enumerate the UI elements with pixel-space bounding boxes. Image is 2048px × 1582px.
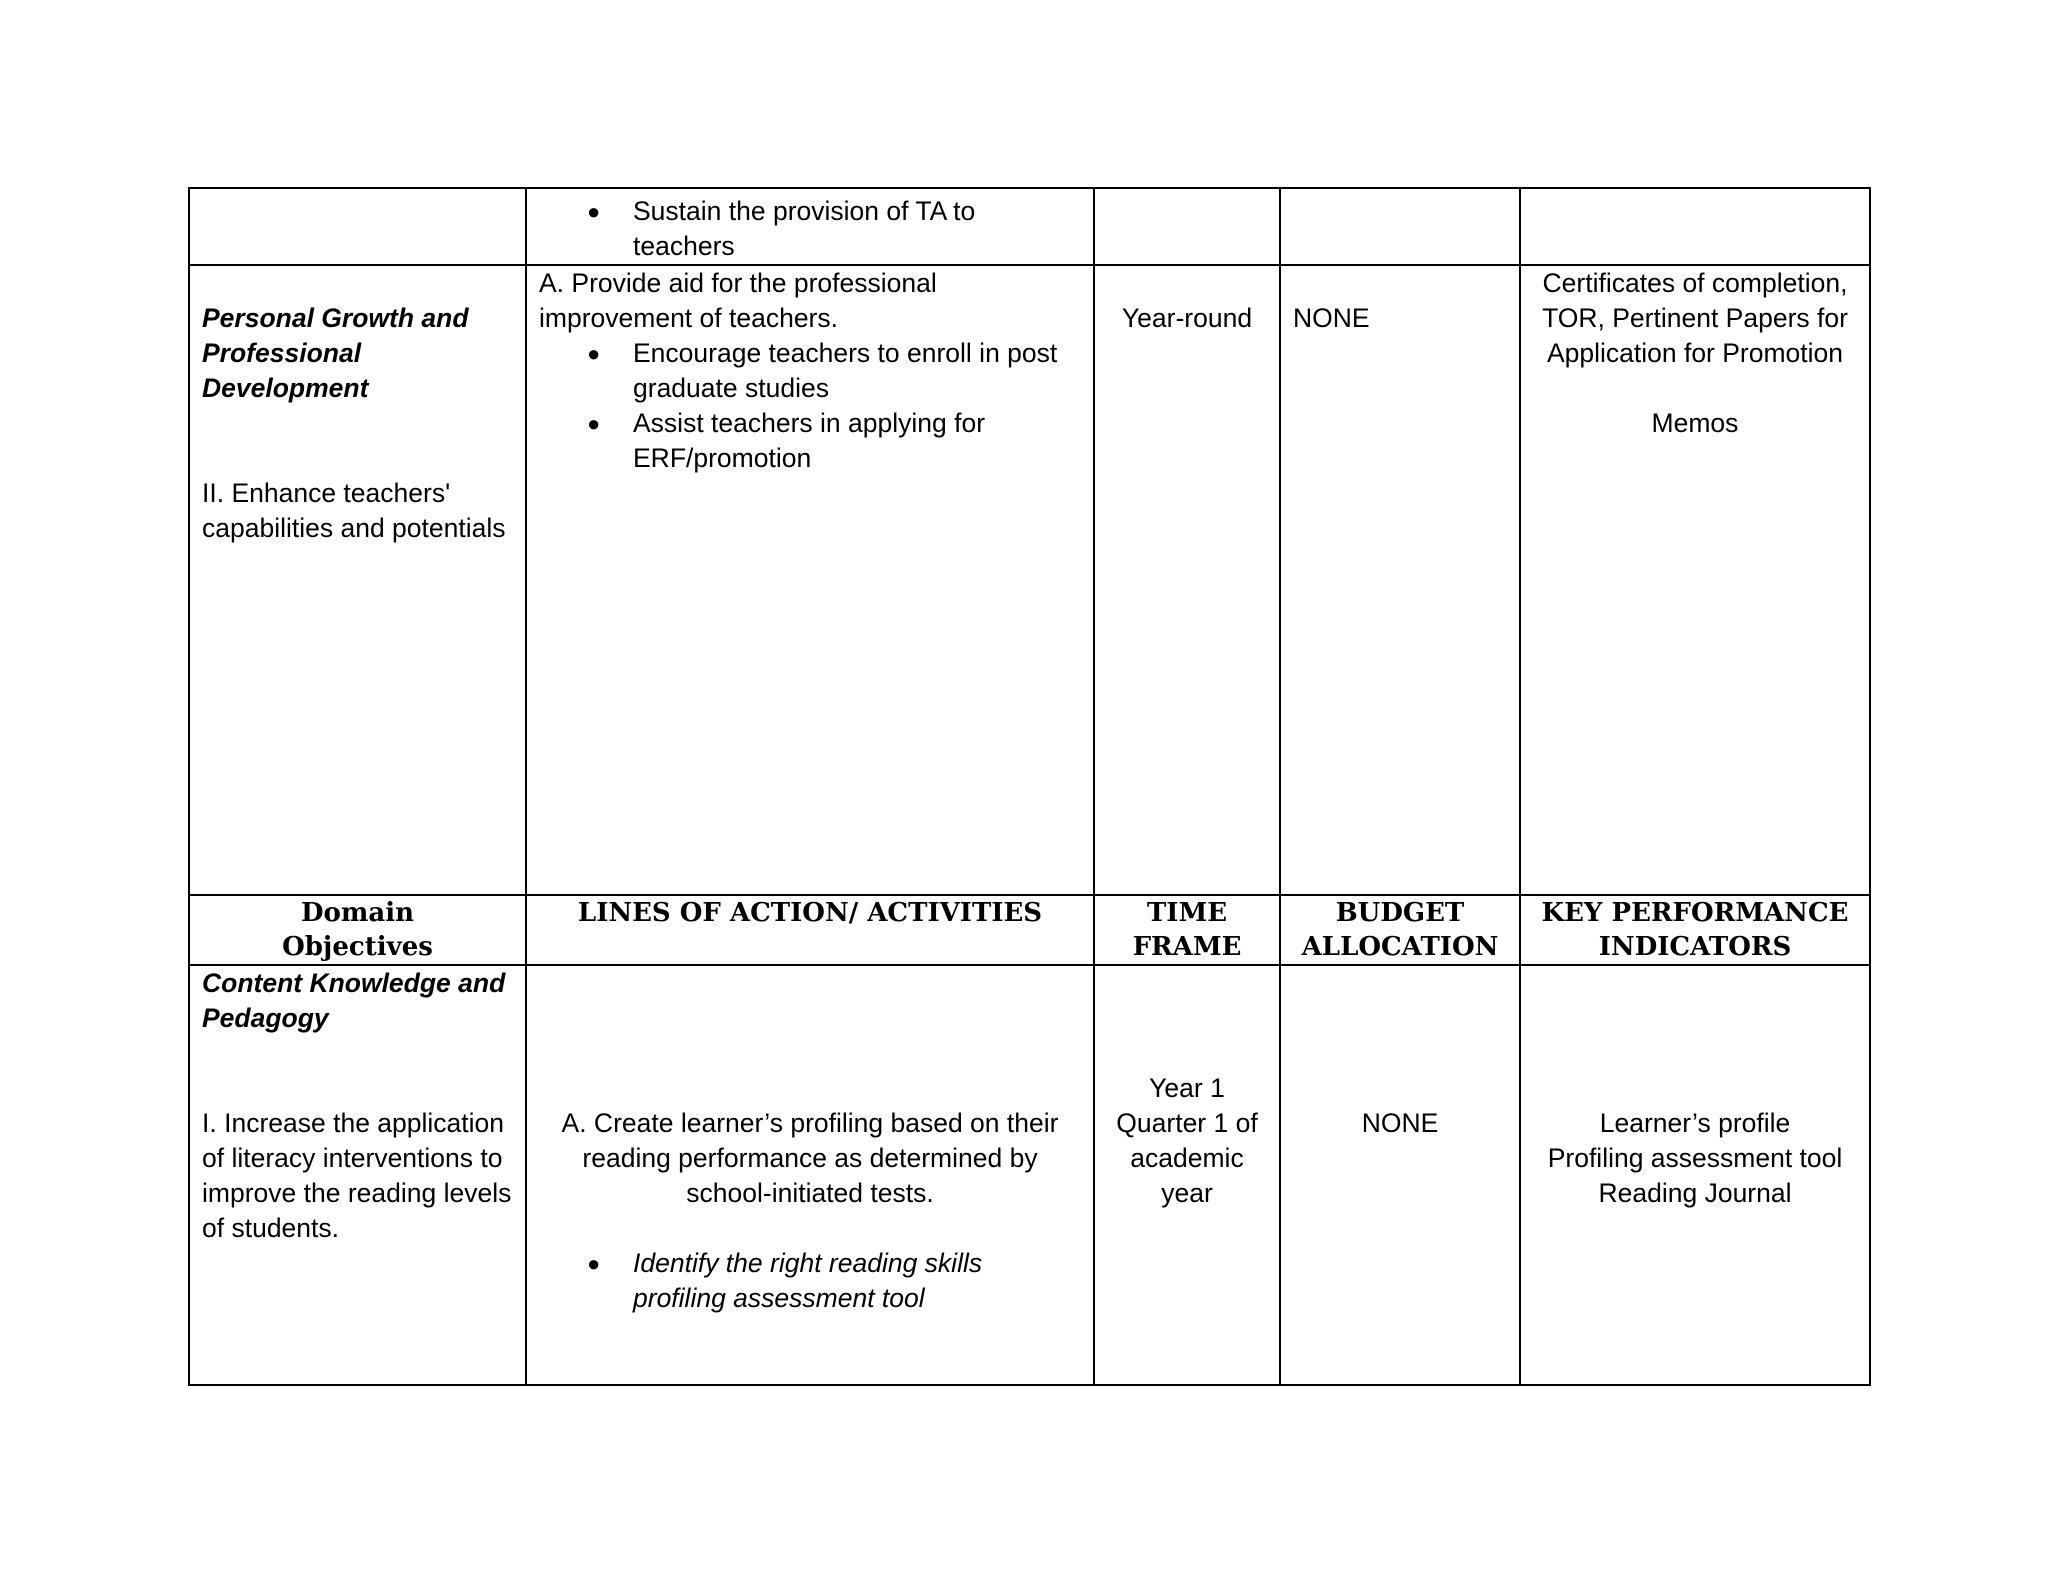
header-domain-objectives: Domain Objectives [189,895,526,965]
bullet-icon: ● [587,1251,601,1276]
activity-text: A. Provide aid for the professional improvement of teachers. [539,268,937,333]
objective-text: I. Increase the application of literacy interventions to improve the reading levels of students. [202,1108,512,1243]
kpi-cell [1520,265,1870,895]
list-item: ● Identify the right reading skills profiling assessment tool [587,1248,983,1313]
action-plan-table [188,187,1871,1386]
budget-text: NONE [1361,1108,1439,1138]
domain-title: Personal Growth and Professional Development [202,303,469,403]
activity-bullet-list [539,336,1081,476]
activities-cell [526,265,1094,895]
budget-cell [1280,265,1520,895]
budget-cell [1280,188,1520,265]
budget-cell [1280,965,1520,1385]
objective-text: II. Enhance teachers' capabilities and potentials [202,478,506,543]
kpi-cell [1520,188,1870,265]
kpi-text: Application for Promotion [1546,338,1844,368]
table-row [189,188,1870,265]
bullet-text: Sustain the provision of TA to teachers [633,196,976,261]
kpi-text: Memos [1651,408,1739,438]
time-frame-text: Quarter 1 of [1116,1108,1258,1138]
header-kpi: KEY PERFORMANCE INDICATORS [1520,895,1870,965]
bullet-icon: ● [587,199,601,224]
budget-text: NONE [1293,303,1370,333]
bullet-icon: ● [587,411,601,436]
time-frame-cell [1094,188,1280,265]
header-budget: BUDGET ALLOCATION [1280,895,1520,965]
time-frame-text: Year 1 [1149,1073,1225,1103]
list-item: ● Encourage teachers to enroll in post graduate studies [587,338,1058,403]
kpi-text: Certificates of completion, [1542,268,1848,298]
domain-title: Content Knowledge and Pedagogy [202,968,506,1033]
list-item [587,194,1081,264]
table-row [189,965,1870,1385]
time-frame-text: Year-round [1121,303,1253,333]
activity-text: A. Create learner’s profiling based on their reading performance as determined by school-initiated tests. [561,1108,1059,1208]
kpi-text: Reading Journal [1598,1178,1792,1208]
header-time-frame: TIME FRAME [1094,895,1280,965]
domain-objectives-cell [189,265,526,895]
kpi-text: TOR, Pertinent Papers for [1542,303,1848,333]
activities-cell [526,965,1094,1385]
activity-bullet-list [539,1246,1081,1316]
time-frame-text: year [1161,1178,1213,1208]
time-frame-text: academic [1130,1143,1244,1173]
table-row [189,265,1870,895]
time-frame-cell [1094,965,1280,1385]
kpi-text: Profiling assessment tool [1547,1143,1843,1173]
header-activities: LINES OF ACTION/ ACTIVITIES [526,895,1094,965]
list-item: ● Assist teachers in applying for ERF/promotion [587,408,986,473]
activities-cell [526,188,1094,265]
kpi-text: Learner’s profile [1599,1108,1791,1138]
activity-bullet-list [539,194,1081,264]
time-frame-cell [1094,265,1280,895]
domain-objectives-cell [189,188,526,265]
table-header-row [189,895,1870,965]
kpi-cell [1520,965,1870,1385]
bullet-icon: ● [587,341,601,366]
domain-objectives-cell [189,965,526,1385]
